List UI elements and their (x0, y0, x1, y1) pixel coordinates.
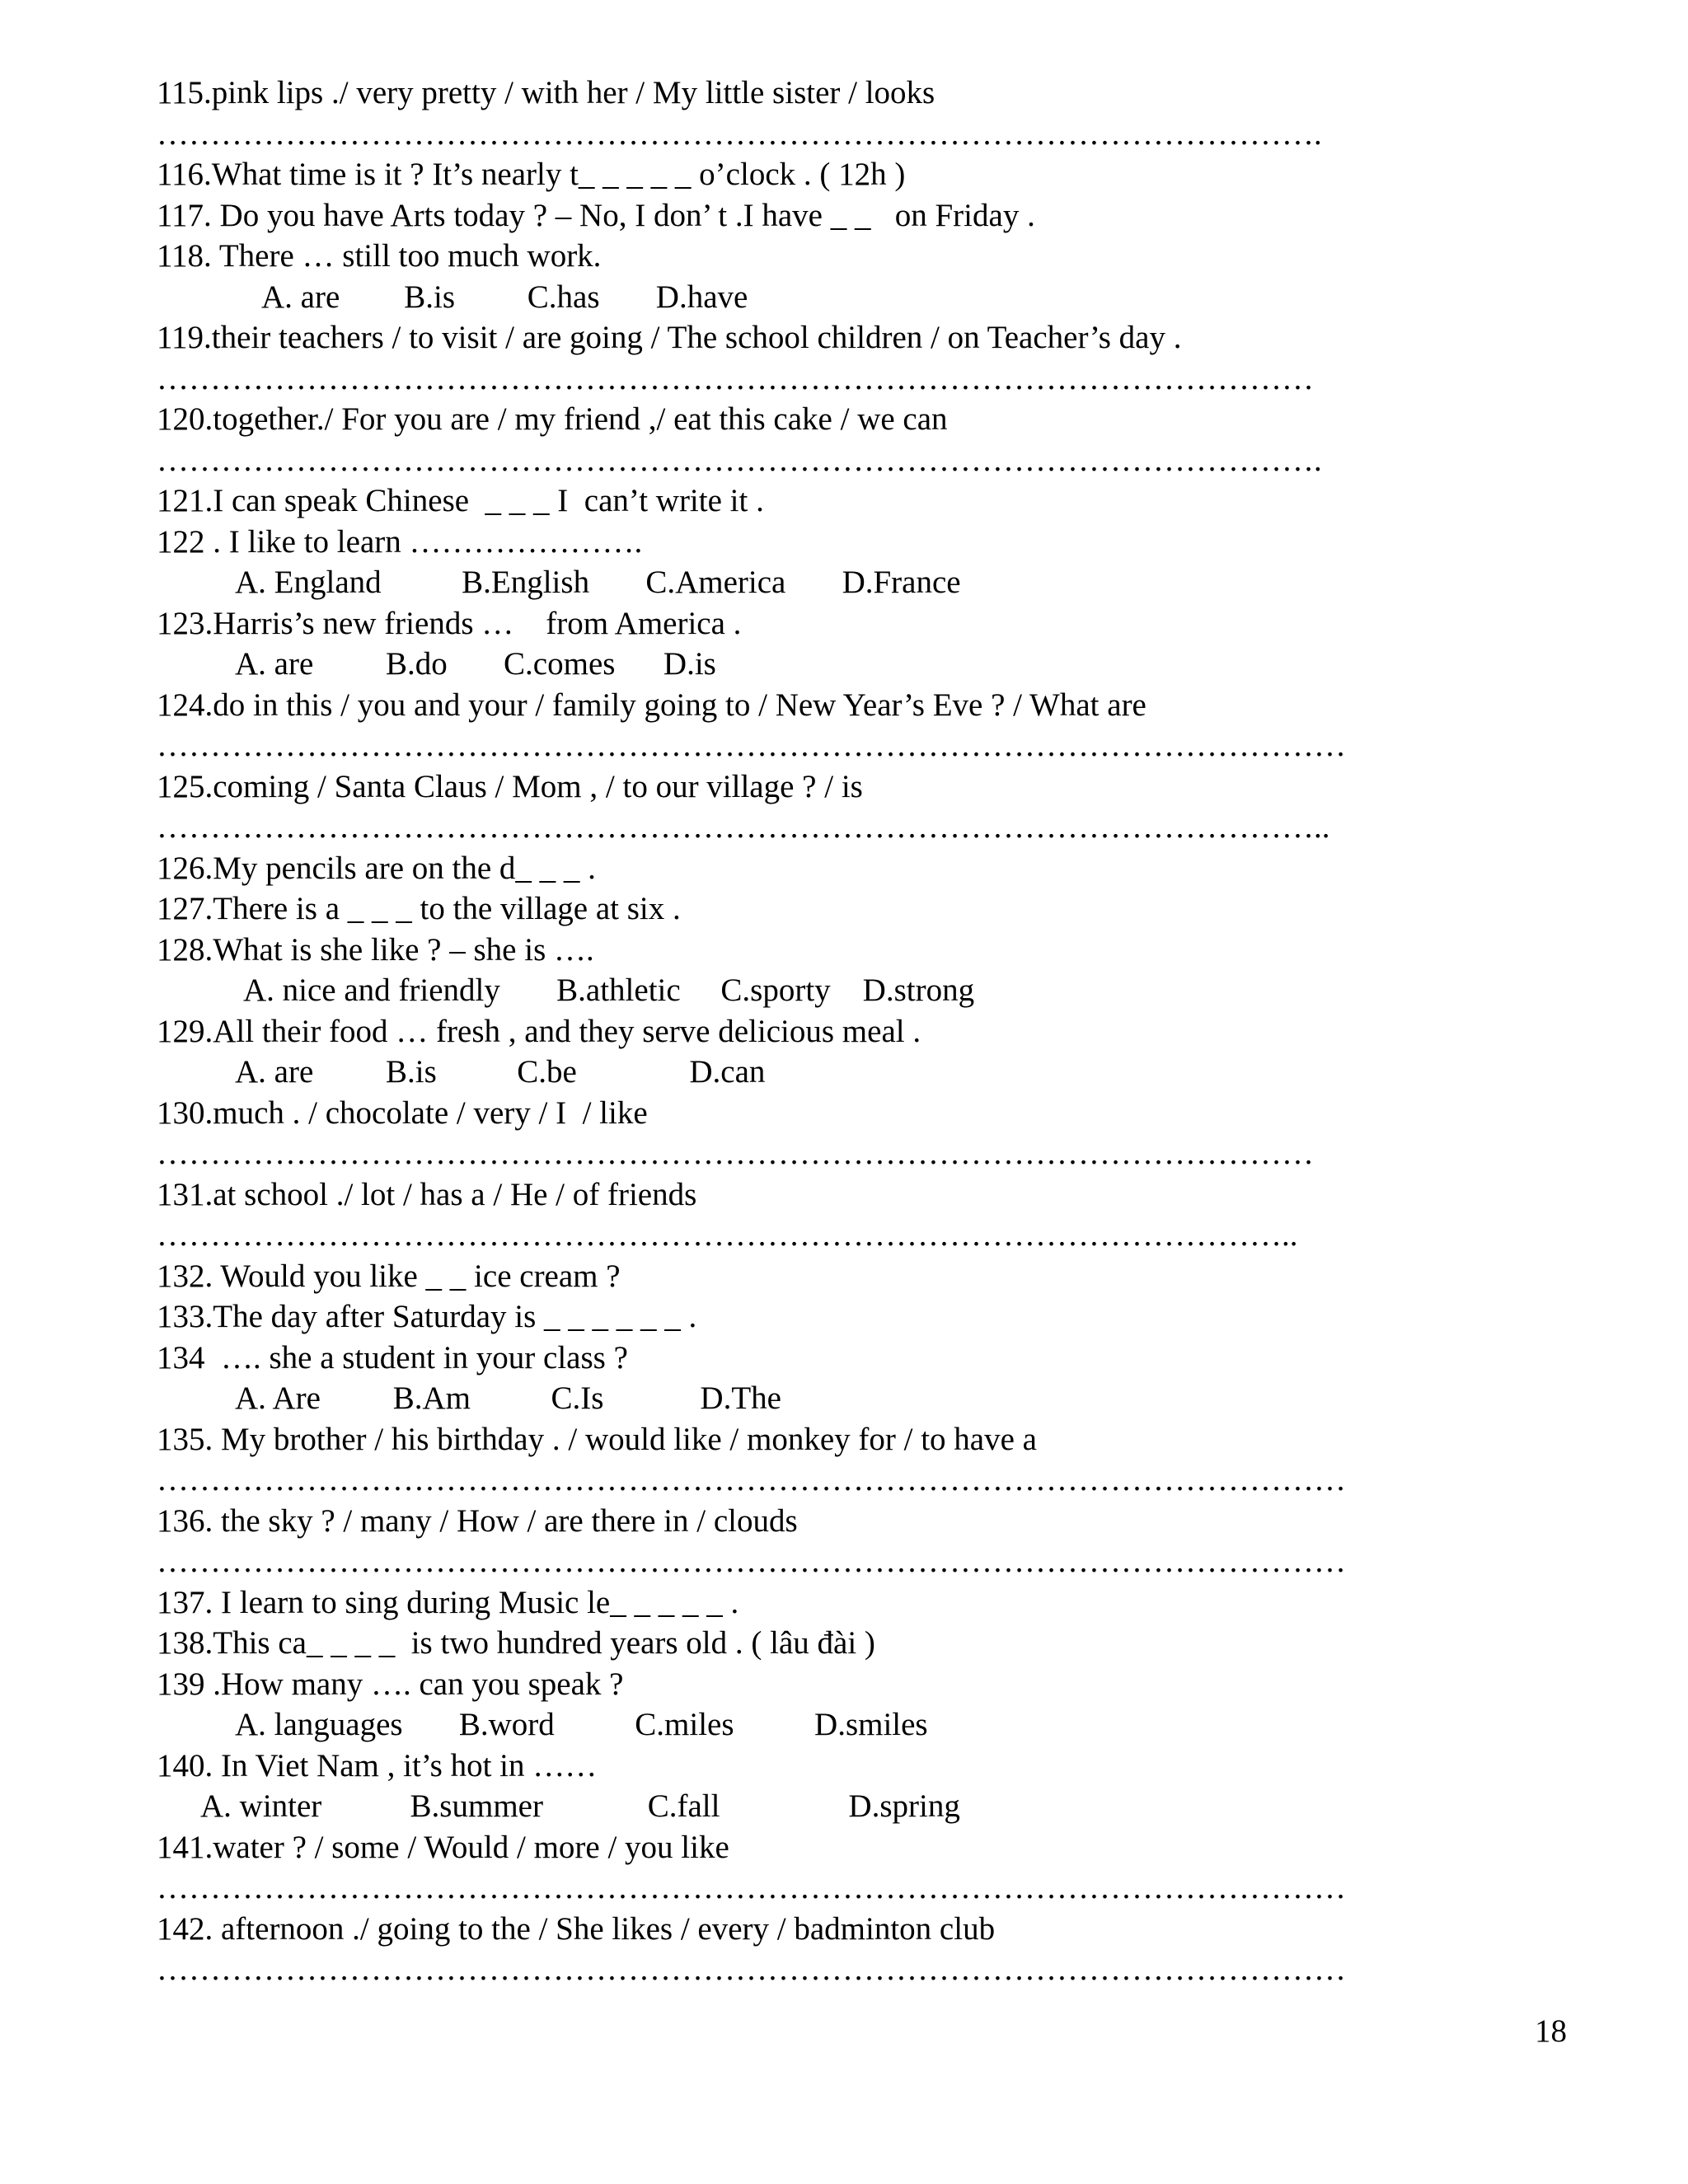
answer-line: ……………………………………………………………………………………………….. (157, 809, 1330, 845)
answer-options: A. winter B.summer C.fall D.spring (200, 1788, 960, 1824)
question-line: 129.All their food … fresh , and they serve delicious meal . (157, 1013, 921, 1049)
question-line: 124.do in this / you and your / family going to / New Year’s Eve ? / What are (157, 687, 1146, 723)
question-line: 123.Harris’s new friends … from America . (157, 605, 742, 641)
question-line: 142. afternoon ./ going to the / She likes / every / badminton club (157, 1910, 996, 1947)
answer-line: ………………………………………………………………………………………………… (157, 1462, 1346, 1497)
question-line: 127.There is a _ _ _ to the village at six . (157, 891, 681, 926)
answer-options: A. are B.do C.comes D.is (235, 646, 716, 682)
answer-line: ………………………………………………………………………………………………… (157, 1544, 1346, 1579)
question-line: 121.I can speak Chinese _ _ _ I can’t write it . (157, 483, 764, 518)
question-line: 141.water ? / some / Would / more / you like (157, 1829, 729, 1865)
answer-line: ………………………………………………………………………………………………. (157, 115, 1322, 152)
question-line: 140. In Viet Nam , it’s hot in …… (157, 1747, 598, 1783)
answer-options: A. are B.is C.be D.can (235, 1054, 766, 1090)
question-line: 117. Do you have Arts today ? – No, I don’ t .I have _ _ on Friday . (157, 197, 1035, 233)
answer-options: A. England B.English C.America D.France (235, 565, 961, 600)
question-line: 115.pink lips ./ very pretty / with her / My little sister / looks (157, 75, 935, 110)
answer-line: …………………………………………………………………………………………….. (157, 1217, 1298, 1253)
answer-line: ……………………………………………………………………………………………… (157, 360, 1314, 396)
answer-line: ………………………………………………………………………………………………… (157, 1870, 1346, 1905)
answer-options: A. languages B.word C.miles D.smiles (235, 1707, 928, 1742)
question-line: 139 .How many …. can you speak ? (157, 1666, 624, 1702)
question-line: 119.their teachers / to visit / are going / The school children / on Teacher’s day . (157, 320, 1182, 355)
answer-line: ……………………………………………………………………………………………… (157, 1136, 1314, 1171)
question-line: 134 …. she a student in your class ? (157, 1339, 628, 1376)
question-line: 116.What time is it ? It’s nearly t_ _ _ _ _ o’clock . ( 12h ) (157, 157, 906, 192)
question-line: 118. There … still too much work. (157, 238, 602, 274)
answer-options: A. Are B.Am C.Is D.The (235, 1380, 781, 1416)
question-line: 132. Would you like _ _ ice cream ? (157, 1258, 621, 1294)
answer-line: ………………………………………………………………………………………………… (157, 1952, 1346, 1987)
question-line: 125.coming / Santa Claus / Mom , / to our village ? / is (157, 768, 863, 804)
question-line: 126.My pencils are on the d_ _ _ . (157, 850, 596, 886)
answer-options: A. are B.is C.has D.have (261, 279, 748, 315)
question-line: 122 . I like to learn …………………. (157, 523, 643, 560)
question-line: 136. the sky ? / many / How / are there in / clouds (157, 1502, 798, 1539)
answer-options: A. nice and friendly B.athletic C.sporty D.strong (243, 972, 975, 1008)
page-number: 18 (1535, 2013, 1567, 2049)
answer-line: ………………………………………………………………………………………………. (157, 442, 1322, 478)
worksheet-body (157, 73, 1541, 1990)
question-line: 133.The day after Saturday is _ _ _ _ _ _ . (157, 1299, 697, 1334)
question-line: 120.together./ For you are / my friend ,/ eat this cake / we can (157, 401, 948, 437)
question-line: 135. My brother / his birthday . / would like / monkey for / to have a (157, 1421, 1037, 1457)
question-line: 128.What is she like ? – she is …. (157, 931, 594, 968)
question-line: 131.at school ./ lot / has a / He / of friends (157, 1176, 697, 1212)
answer-line: ………………………………………………………………………………………………… (157, 728, 1346, 763)
question-line: 130.much . / chocolate / very / I / like (157, 1094, 648, 1131)
question-line: 137. I learn to sing during Music le_ _ _ _ _ . (157, 1584, 739, 1620)
question-line: 138.This ca_ _ _ _ is two hundred years old . ( lâu đài ) (157, 1625, 875, 1661)
